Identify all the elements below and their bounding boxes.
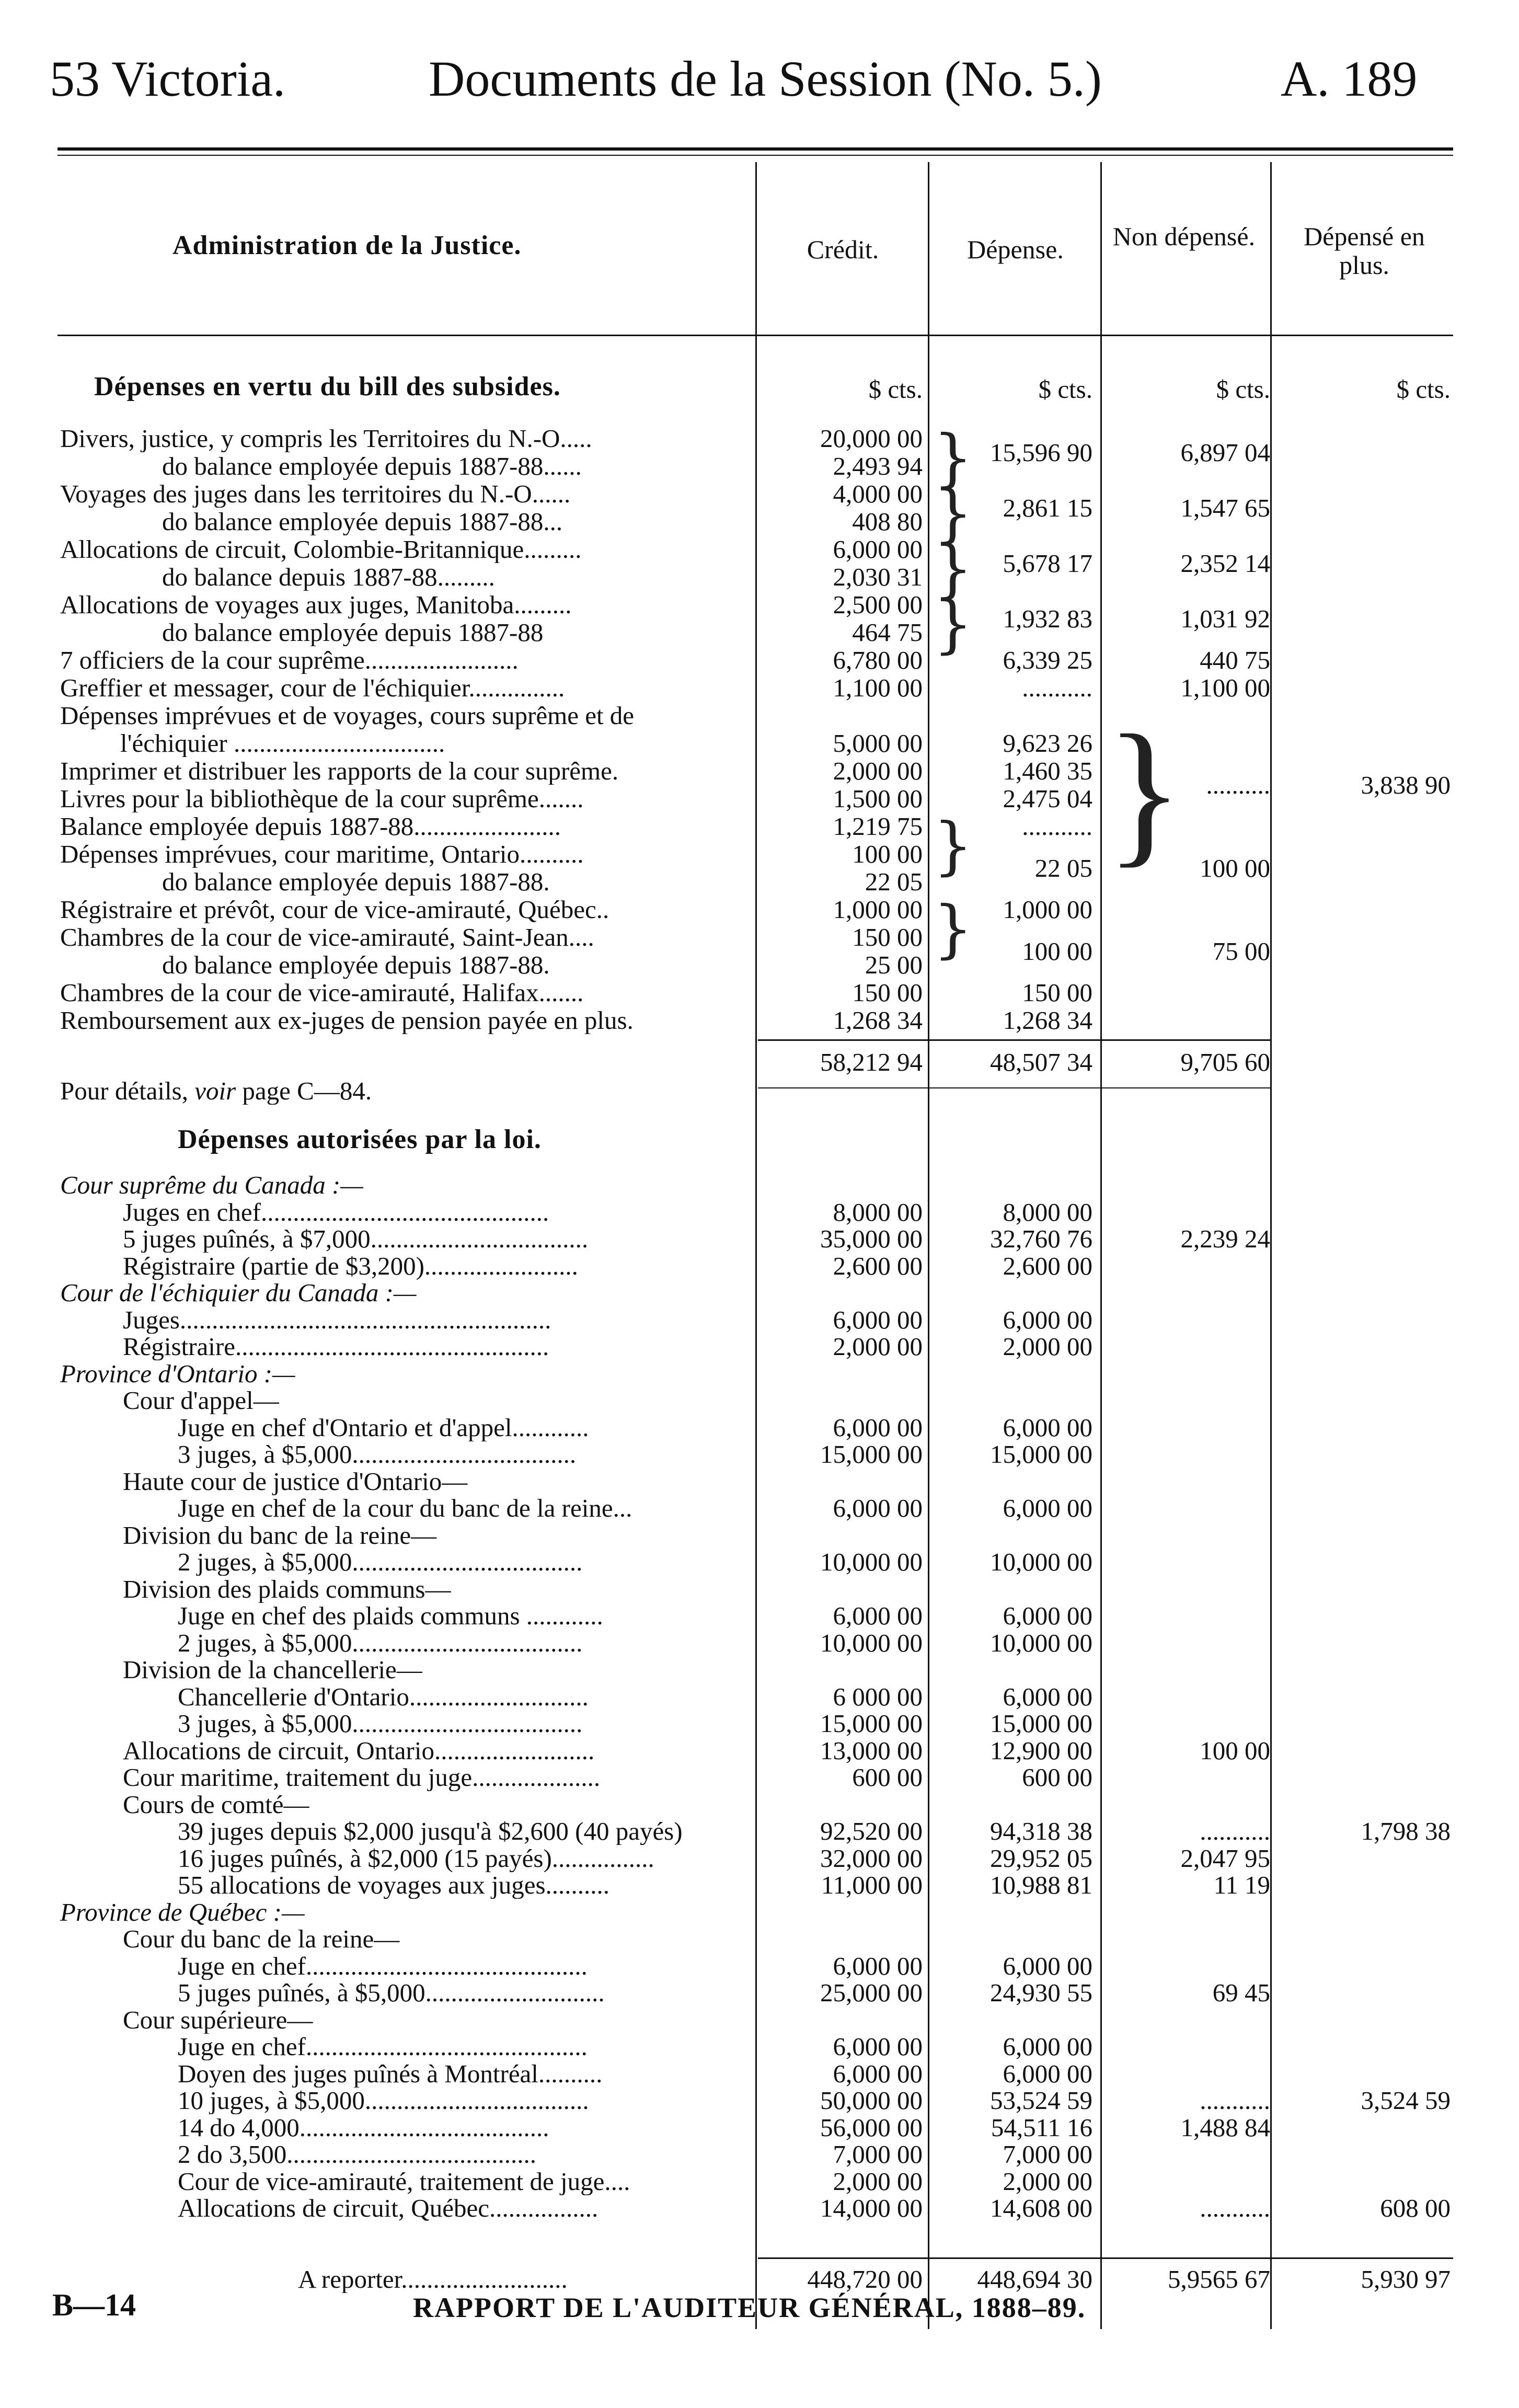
row-label: Cour de vice-amirauté, traitement de juge.... xyxy=(178,2168,630,2195)
cell-credit: 22 05 xyxy=(865,867,923,896)
cell-credit: 7,000 00 xyxy=(833,2140,923,2169)
cell-credit: 2,000 00 xyxy=(833,1332,923,1361)
table-title: Administration de la Justice. xyxy=(172,231,522,260)
cell-credit: 10,000 00 xyxy=(820,1547,923,1576)
row-label: Cour maritime, traitement du juge.................... xyxy=(123,1763,601,1791)
cell-credit: 150 00 xyxy=(852,923,923,951)
table-row xyxy=(0,1252,1519,1280)
row-label: 55 allocations de voyages aux juges.......... xyxy=(178,1871,610,1899)
cell-depense: 6,000 00 xyxy=(1003,2032,1092,2061)
cell-depense: 7,000 00 xyxy=(1003,2140,1092,2169)
row-label: Allocations de circuit, Québec................. xyxy=(178,2194,599,2222)
grouped-non: 1,547 65 xyxy=(1180,493,1270,522)
table-row xyxy=(0,1198,1519,1226)
grouped-row xyxy=(0,605,1519,633)
table-row xyxy=(0,1225,1519,1253)
table-row xyxy=(0,1333,1519,1360)
cell-depense: 8,000 00 xyxy=(1003,1198,1092,1226)
row-label: Province de Québec :— xyxy=(60,1898,305,1926)
column-header-non-depense xyxy=(1108,222,1260,251)
reporter-credit: 448,720 00 xyxy=(807,2265,923,2294)
grouped-row xyxy=(0,494,1519,522)
table-row xyxy=(0,1683,1519,1711)
row-label: Greffier et messager, cour de l'échiquier............... xyxy=(60,674,565,702)
cell-credit: 2,600 00 xyxy=(833,1252,923,1280)
column-header-depense-en-plus-label: Dépensé en plus. xyxy=(1304,222,1425,280)
cell-credit: 25 00 xyxy=(865,950,923,979)
unit-non: $ cts. xyxy=(1216,375,1270,404)
cell-non: ........... xyxy=(1200,1817,1270,1845)
cell-credit: 6 000 00 xyxy=(833,1682,923,1711)
row-label: Juge en chef de la cour du banc de la reine... xyxy=(178,1494,632,1522)
cell-depense: ........... xyxy=(1022,673,1092,702)
table-row xyxy=(0,1844,1519,1872)
cell-depense: 94,318 38 xyxy=(990,1817,1092,1845)
row-label: Régistraire................................................. xyxy=(123,1333,549,1360)
row-label: Voyages des juges dans les territoires du N.-O...... xyxy=(60,480,571,508)
table-row xyxy=(0,2060,1519,2088)
cell-non: 100 00 xyxy=(1200,1736,1270,1765)
table-row xyxy=(0,1979,1519,2006)
cell-depense: 14,608 00 xyxy=(990,2194,1092,2222)
cell-credit: 32,000 00 xyxy=(820,1844,923,1873)
table-row xyxy=(0,1898,1519,1926)
cell-credit: 35,000 00 xyxy=(820,1224,923,1253)
cell-depense: 2,000 00 xyxy=(1003,2167,1092,2196)
row-label: Juge en chef d'Ontario et d'appel............ xyxy=(178,1414,589,1441)
cell-credit: 408 80 xyxy=(852,507,923,536)
row-label: 5 juges puînés, à $7,000.................................. xyxy=(123,1225,589,1253)
reporter-label: A reporter.......................... xyxy=(298,2265,568,2293)
table-row xyxy=(0,896,1519,923)
reporter-non: 5,9565 67 xyxy=(1168,2265,1270,2294)
row-label: Dépenses imprévues, cour maritime, Ontario.......... xyxy=(60,840,584,868)
row-label: 2 juges, à $5,000.................................... xyxy=(178,1548,583,1576)
cell-credit: 5,000 00 xyxy=(833,729,923,758)
cell-credit: 1,219 75 xyxy=(833,812,923,841)
table-row xyxy=(0,1360,1519,1388)
row-label: Juge en chef............................................ xyxy=(178,1952,588,1980)
row-label: Juge en chef des plaids communs ............ xyxy=(178,1602,603,1630)
cell-non: 1,100 00 xyxy=(1180,673,1270,702)
brace: } xyxy=(933,477,973,550)
table-row xyxy=(0,1952,1519,1980)
table-row xyxy=(0,1575,1519,1603)
row-label: Cour suprême du Canada :— xyxy=(60,1171,363,1199)
details-note xyxy=(0,1077,1519,1105)
cell-non: 11 19 xyxy=(1213,1871,1270,1899)
table-row xyxy=(0,1386,1519,1414)
row-label: do balance employée depuis 1887-88...... xyxy=(162,452,582,480)
cell-credit: 2,500 00 xyxy=(833,590,923,619)
table-row xyxy=(0,1737,1519,1764)
table-row xyxy=(0,646,1519,674)
cell-credit: 15,000 00 xyxy=(820,1709,923,1738)
cell-depense: 6,000 00 xyxy=(1003,1952,1092,1980)
table-row xyxy=(0,1279,1519,1306)
table-row xyxy=(0,2168,1519,2195)
brace: } xyxy=(933,588,973,661)
row-label: Chambres de la cour de vice-amirauté, Halifax....... xyxy=(60,979,584,1006)
row-label: Cours de comté— xyxy=(123,1791,309,1818)
cell-non: 2,239 24 xyxy=(1180,1224,1270,1253)
cell-credit: 13,000 00 xyxy=(820,1736,923,1765)
row-label: 2 do 3,500....................................... xyxy=(178,2140,536,2168)
cell-credit: 464 75 xyxy=(852,618,923,647)
cell-credit: 1,100 00 xyxy=(833,673,923,702)
column-header-depense-en-plus xyxy=(1275,222,1453,280)
table-row xyxy=(0,1548,1519,1576)
total-non: 9,705 60 xyxy=(1180,1048,1270,1076)
table-row xyxy=(0,1871,1519,1899)
table-row xyxy=(0,1656,1519,1683)
cell-credit: 50,000 00 xyxy=(820,2086,923,2115)
total-credit: 58,212 94 xyxy=(820,1048,923,1076)
cell-depense: ........... xyxy=(1022,812,1092,841)
cell-credit: 1,268 34 xyxy=(833,1006,923,1035)
row-label: 39 juges depuis $2,000 jusqu'à $2,600 (40 payés) xyxy=(178,1817,683,1845)
unit-depense: $ cts. xyxy=(1038,375,1092,404)
row-label: do balance employée depuis 1887-88 xyxy=(162,618,544,646)
unit-credit: $ cts. xyxy=(868,375,923,404)
cell-non: ........... xyxy=(1200,2086,1270,2115)
cell-credit: 25,000 00 xyxy=(820,1978,923,2007)
table-row xyxy=(0,2086,1519,2114)
table-row xyxy=(0,1710,1519,1737)
cell-depense: 29,952 05 xyxy=(990,1844,1092,1873)
row-label: Doyen des juges puînés à Montréal.......... xyxy=(178,2060,603,2088)
cell-non: 440 75 xyxy=(1200,646,1270,674)
cell-credit: 20,000 00 xyxy=(820,424,923,453)
group-plus-row xyxy=(0,771,1519,799)
grouped-depense: 1,932 83 xyxy=(1003,604,1092,633)
grouped-depense: 22 05 xyxy=(1034,853,1092,882)
cell-credit: 6,000 00 xyxy=(833,1952,923,1980)
table-row xyxy=(0,1414,1519,1441)
cell-credit: 6,000 00 xyxy=(833,1305,923,1334)
row-label: Province d'Ontario :— xyxy=(60,1360,295,1388)
cell-depense: 6,000 00 xyxy=(1003,1305,1092,1334)
units-row xyxy=(0,375,1519,403)
row-label: do balance employée depuis 1887-88... xyxy=(162,508,563,535)
cell-depense: 54,511 16 xyxy=(991,2113,1092,2142)
row-label: 7 officiers de la cour suprême........................ xyxy=(60,646,519,674)
note-suffix: page C—84. xyxy=(236,1077,372,1105)
brace: } xyxy=(933,533,973,605)
row-label: 10 juges, à $5,000................................... xyxy=(178,2086,589,2114)
row-label: do balance depuis 1887-88......... xyxy=(162,563,495,591)
table-row xyxy=(0,1925,1519,1953)
grouped-depense: 100 00 xyxy=(1022,936,1092,966)
cell-depense: 15,000 00 xyxy=(990,1440,1092,1469)
group-brace: } xyxy=(1106,702,1183,881)
cell-depense: 53,524 59 xyxy=(990,2086,1092,2115)
cell-depense: 10,000 00 xyxy=(990,1547,1092,1576)
cell-credit: 10,000 00 xyxy=(820,1629,923,1657)
grouped-non: 100 00 xyxy=(1200,853,1270,882)
group-non-dots: .......... xyxy=(1206,770,1270,799)
grouped-row xyxy=(0,854,1519,882)
cell-depense: 1,000 00 xyxy=(1003,895,1092,924)
grouped-depense: 15,596 90 xyxy=(990,438,1092,467)
column-header-depense: Dépense. xyxy=(967,235,1064,264)
cell-plus: 3,524 59 xyxy=(1361,2086,1451,2115)
row-label: Division du banc de la reine— xyxy=(123,1521,437,1549)
row-label: do balance employée depuis 1887-88. xyxy=(162,951,550,979)
section1-title: Dépenses en vertu du bill des subsides. xyxy=(94,372,561,402)
grouped-non: 1,031 92 xyxy=(1180,604,1270,633)
row-label: Juges en chef............................................. xyxy=(123,1198,549,1226)
reporter-depense: 448,694 30 xyxy=(977,2265,1092,2294)
cell-non: ........... xyxy=(1200,2194,1270,2222)
row-label: Livres pour la bibliothèque de la cour suprême....... xyxy=(60,785,584,812)
row-label: Division de la chancellerie— xyxy=(123,1656,422,1683)
cell-credit: 100 00 xyxy=(852,840,923,868)
table-row xyxy=(0,1602,1519,1630)
cell-depense: 6,000 00 xyxy=(1003,1494,1092,1522)
cell-credit: 11,000 00 xyxy=(821,1871,923,1899)
column-header-credit: Crédit. xyxy=(807,235,879,264)
row-label: 2 juges, à $5,000.................................... xyxy=(178,1629,583,1657)
cell-depense: 12,900 00 xyxy=(990,1736,1092,1765)
row-label: l'échiquier ................................. xyxy=(120,729,445,757)
cell-plus: 1,798 38 xyxy=(1361,1817,1451,1845)
row-label: Dépenses imprévues et de voyages, cours suprême et de xyxy=(60,702,635,729)
table-row xyxy=(0,812,1519,840)
table-row xyxy=(0,1629,1519,1657)
cell-depense: 1,268 34 xyxy=(1003,1006,1092,1035)
row-label: 5 juges puînés, à $5,000............................ xyxy=(178,1979,605,2006)
reporter-row xyxy=(0,2265,1519,2293)
unit-plus: $ cts. xyxy=(1396,375,1451,404)
column-header-non-depense-label: Non dépensé. xyxy=(1112,222,1256,251)
cell-depense: 1,460 35 xyxy=(1003,756,1092,785)
table-row xyxy=(0,1521,1519,1549)
row-label: Régistraire (partie de $3,200)........................ xyxy=(123,1252,578,1280)
cell-depense: 6,000 00 xyxy=(1003,1601,1092,1630)
total-depense: 48,507 34 xyxy=(990,1048,1092,1076)
cell-credit: 2,493 94 xyxy=(833,452,923,480)
cell-non: 1,488 84 xyxy=(1180,2113,1270,2142)
cell-credit: 2,000 00 xyxy=(833,756,923,785)
row-label: Chancellerie d'Ontario............................ xyxy=(178,1683,589,1711)
row-label: Cour du banc de la reine— xyxy=(123,1925,400,1953)
row-label: Cour d'appel— xyxy=(123,1386,279,1414)
table-row xyxy=(0,2140,1519,2168)
table-row xyxy=(0,1494,1519,1522)
footer-report-title: RAPPORT DE L'AUDITEUR GÉNÉRAL, 1888–89. xyxy=(413,2292,1086,2323)
cell-depense: 6,000 00 xyxy=(1003,2059,1092,2088)
cell-credit: 150 00 xyxy=(852,978,923,1007)
row-label: Allocations de voyages aux juges, Manitoba......... xyxy=(60,591,572,618)
cell-depense: 600 00 xyxy=(1022,1763,1092,1792)
table-row xyxy=(0,2194,1519,2222)
row-label: Balance employée depuis 1887-88....................... xyxy=(60,812,561,840)
table-row xyxy=(0,2114,1519,2141)
reporter-plus: 5,930 97 xyxy=(1361,2265,1451,2294)
cell-depense: 2,475 04 xyxy=(1003,784,1092,813)
table-row xyxy=(0,2033,1519,2060)
table-row xyxy=(0,1763,1519,1791)
table-row xyxy=(0,2006,1519,2034)
cell-depense: 2,600 00 xyxy=(1003,1252,1092,1280)
section2-title: Dépenses autorisées par la loi. xyxy=(178,1125,542,1154)
cell-credit: 6,000 00 xyxy=(833,1413,923,1442)
cell-depense: 6,000 00 xyxy=(1003,1682,1092,1711)
brace: } xyxy=(933,422,973,495)
page-header-left: 53 Victoria. xyxy=(50,51,286,107)
grouped-non: 75 00 xyxy=(1212,936,1270,966)
grouped-non: 2,352 14 xyxy=(1180,548,1270,578)
row-label: 16 juges puînés, à $2,000 (15 payés)................ xyxy=(178,1844,654,1872)
brace: } xyxy=(933,893,973,966)
table-row xyxy=(0,1791,1519,1818)
table-row xyxy=(0,1306,1519,1334)
grouped-depense: 5,678 17 xyxy=(1003,548,1092,578)
cell-credit: 2,000 00 xyxy=(833,2167,923,2196)
row-label: Cour de l'échiquier du Canada :— xyxy=(60,1279,417,1306)
cell-depense: 24,930 55 xyxy=(990,1978,1092,2007)
cell-credit: 2,030 31 xyxy=(833,563,923,591)
cell-depense: 10,000 00 xyxy=(990,1629,1092,1657)
note-italic: voir xyxy=(194,1077,236,1105)
row-label: Régistraire et prévôt, cour de vice-amirauté, Québec.. xyxy=(60,896,609,923)
cell-non: 2,047 95 xyxy=(1180,1844,1270,1873)
table-row xyxy=(0,979,1519,1006)
table-row xyxy=(0,1006,1519,1034)
table-row xyxy=(0,729,1519,757)
cell-plus: 608 00 xyxy=(1380,2194,1451,2222)
cell-non: 69 45 xyxy=(1212,1978,1270,2007)
table-row xyxy=(0,1440,1519,1468)
table-row xyxy=(0,702,1519,729)
row-label: Divers, justice, y compris les Territoires du N.-O..... xyxy=(60,425,592,452)
cell-credit: 92,520 00 xyxy=(820,1817,923,1845)
column-header-rule xyxy=(57,335,1453,336)
cell-credit: 8,000 00 xyxy=(833,1198,923,1226)
cell-credit: 4,000 00 xyxy=(833,479,923,508)
cell-credit: 6,000 00 xyxy=(833,1601,923,1630)
cell-depense: 6,000 00 xyxy=(1003,1413,1092,1442)
row-label: Imprimer et distribuer les rapports de la cour suprême. xyxy=(60,757,619,785)
cell-credit: 56,000 00 xyxy=(820,2113,923,2142)
cell-credit: 14,000 00 xyxy=(820,2194,923,2222)
totals-rule xyxy=(758,1039,1270,1041)
note-prefix: Pour détails, xyxy=(60,1077,195,1105)
group-plus-value: 3,838 90 xyxy=(1361,770,1451,799)
cell-credit: 6,000 00 xyxy=(833,2059,923,2088)
header-rule-thin xyxy=(57,155,1453,156)
cell-depense: 10,988 81 xyxy=(990,1871,1092,1899)
cell-credit: 600 00 xyxy=(852,1763,923,1792)
cell-credit: 15,000 00 xyxy=(820,1440,923,1469)
grouped-row xyxy=(0,439,1519,466)
table-row xyxy=(0,1171,1519,1199)
page-header-center: Documents de la Session (No. 5.) xyxy=(429,51,1102,107)
cell-credit: 6,000 00 xyxy=(833,1494,923,1522)
cell-depense: 15,000 00 xyxy=(990,1709,1092,1738)
row-label: Haute cour de justice d'Ontario— xyxy=(123,1467,468,1495)
grouped-depense: 2,861 15 xyxy=(1003,493,1092,522)
row-label: 3 juges, à $5,000.................................... xyxy=(178,1710,583,1737)
brace: } xyxy=(933,810,973,882)
row-label: Juge en chef............................................ xyxy=(178,2033,588,2060)
totals-row xyxy=(0,1048,1519,1076)
cell-depense: 2,000 00 xyxy=(1003,1332,1092,1361)
cell-depense: 9,623 26 xyxy=(1003,729,1092,758)
row-label: Allocations de circuit, Colombie-Britannique......... xyxy=(60,535,582,563)
row-label: Allocations de circuit, Ontario......................... xyxy=(123,1737,595,1764)
cell-depense: 6,339 25 xyxy=(1003,646,1092,674)
row-label: do balance employée depuis 1887-88. xyxy=(162,868,550,896)
cell-depense: 32,760 76 xyxy=(990,1224,1092,1253)
table-row xyxy=(0,674,1519,702)
table-row xyxy=(0,1467,1519,1495)
cell-credit: 6,000 00 xyxy=(833,535,923,564)
table-row xyxy=(0,1817,1519,1845)
row-label: Cour supérieure— xyxy=(123,2006,313,2034)
reporter-rule xyxy=(758,2257,1453,2259)
cell-credit: 1,000 00 xyxy=(833,895,923,924)
grouped-row xyxy=(0,549,1519,577)
grouped-non: 6,897 04 xyxy=(1180,438,1270,467)
grouped-row xyxy=(0,937,1519,965)
cell-credit: 6,780 00 xyxy=(833,646,923,674)
row-label: 14 do 4,000....................................... xyxy=(178,2114,549,2141)
cell-credit: 6,000 00 xyxy=(833,2032,923,2061)
row-label: Juges.......................................................... xyxy=(123,1306,551,1334)
row-label: Chambres de la cour de vice-amirauté, Saint-Jean.... xyxy=(60,923,594,951)
header-rule xyxy=(57,147,1453,151)
cell-depense: 150 00 xyxy=(1022,978,1092,1007)
cell-credit: 1,500 00 xyxy=(833,784,923,813)
footer-page-number: B—14 xyxy=(52,2288,136,2322)
row-label: 3 juges, à $5,000................................... xyxy=(178,1440,577,1468)
row-label: Division des plaids communs— xyxy=(123,1575,451,1603)
row-label: Remboursement aux ex-juges de pension payée en plus. xyxy=(60,1006,634,1034)
page-header-right: A. 189 xyxy=(1281,51,1418,107)
